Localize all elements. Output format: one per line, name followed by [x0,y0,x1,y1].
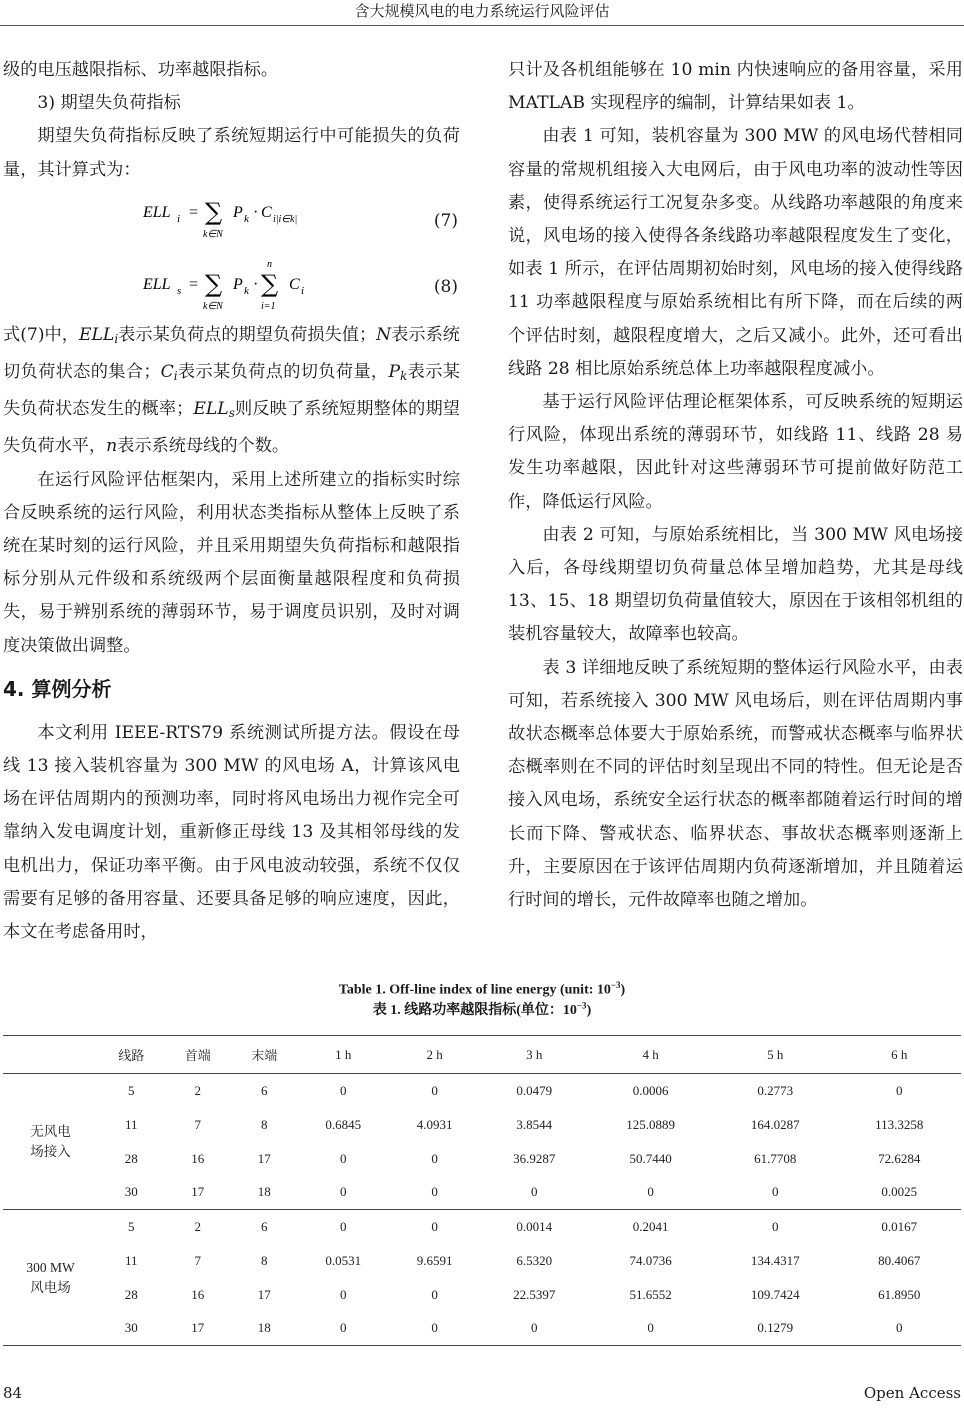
right-paragraph-1: 只计及各机组能够在 10 min 内快速响应的备用容量，采用 MATLAB 实现程序的编制，计算结果如表 1。 [508,60,963,114]
svg-text:k∈N: k∈N [203,228,223,240]
equation-7-graphic [143,187,323,253]
table-header-row [3,1036,961,1074]
table-cell: 2 [194,1082,201,1098]
table-cell: 0 [431,1286,438,1302]
svg-text:i=1: i=1 [261,300,276,312]
table-cell: 0 [339,1184,347,1200]
table-cell: 0.0479 [516,1082,553,1098]
table-cell: 0.2041 [632,1218,669,1234]
svg-text:i: i [301,284,305,297]
table-cell: 8 [261,1116,268,1132]
table-row [3,1244,961,1278]
table-cell: 0 [431,1150,438,1166]
table-cell: 0 [339,1218,347,1234]
table-cell: 0 [431,1184,438,1200]
svg-text:·: · [253,275,259,293]
table-cell: 72.6284 [878,1150,921,1166]
table-cell: 16 [191,1150,205,1166]
table-cell: 0.0025 [881,1184,918,1200]
table-cell: 0 [896,1082,903,1098]
table-cell: 134.4317 [750,1252,800,1268]
svg-text:s: s [177,284,182,297]
table-cell: 4.0931 [416,1116,453,1132]
table-cell: 109.7424 [750,1286,800,1302]
table-cell: 22.5397 [513,1286,556,1302]
table-cell: 17 [191,1320,205,1336]
table-cell: 61.8950 [878,1286,921,1302]
table-cell: 2 [194,1218,201,1234]
table-cell: 5 [128,1082,135,1098]
svg-text:C: C [261,203,272,221]
table-cell: 7 [194,1116,201,1132]
table-cell: 74.0736 [629,1252,672,1268]
table-row [3,1074,961,1108]
section-heading-case-study: 4. 算例分析 [3,676,112,701]
equation-7 [3,187,460,253]
table-header-cell: 首端 [184,1048,211,1063]
table-cell: 17 [191,1184,205,1200]
svg-text:C: C [289,275,300,293]
table-cell: 125.0889 [626,1116,675,1132]
table-caption-chinese: 表 1. 线路功率越限指标(单位：$10^{-3}$) [372,1000,592,1018]
table-cell: 0 [431,1082,438,1098]
svg-text:i|i∈k|: i|i∈k| [273,213,298,225]
svg-text:=: = [189,203,199,221]
header-title: 含大规模风电的电力系统运行风险评估 [354,2,610,20]
table-cell: 30 [124,1184,138,1200]
svg-text:∑: ∑ [205,197,223,226]
table-header-cell: 线路 [118,1048,145,1063]
svg-text:P: P [233,275,243,293]
table-row [3,1108,961,1142]
table-cell: 50.7440 [629,1150,672,1166]
table-cell: 0 [339,1286,347,1302]
table-row [3,1210,961,1244]
table-cell: 0 [771,1184,779,1200]
table-cell: 16 [191,1286,205,1302]
equation-8-graphic [143,253,323,319]
table-cell: 17 [257,1150,271,1166]
table-body [3,1074,961,1346]
right-column [508,54,963,917]
left-column [3,54,460,949]
table-row [3,1142,961,1176]
table-cell: 0.0531 [325,1252,362,1268]
table-cell: 36.9287 [513,1150,556,1166]
table-cell: 5 [128,1218,135,1234]
table-cell: 8 [261,1252,268,1268]
table-cell: 51.6552 [629,1286,672,1302]
right-paragraph-2: 由表 1 可知，装机容量为 300 MW 的风电场代替相同容量的常规机组接入大电网后，由于风电功率的波动性等因素，使得系统运行工况复杂多变。从线路功率越限的角度来说，风电场的接入使得各条线路功率越限程度发生了变化，如表 1 所示，在评估周期初始时刻，风电场的接入使得线路 11 功率越限程度与原始系统相比有所下降，而在后续的两个评估时刻，越限程度增大，之后又减小。此外，还可看出线路 28 相比原始系统总体上功率越限程度减小。 [508,126,963,379]
line-power-limit-table [3,1035,961,1346]
running-header [0,0,964,26]
table-cell: 0 [531,1184,538,1200]
table-cell: 80.4067 [878,1252,921,1268]
equation-8 [3,253,460,319]
table-cell: 3.8544 [516,1116,553,1132]
left-paragraph-1: 级的电压越限指标、功率越限指标。 [3,60,279,80]
table-cell: 6 [261,1082,268,1098]
table-cell: 28 [124,1150,138,1166]
table-cell: 113.3258 [875,1116,924,1132]
table-cell: 28 [124,1286,138,1302]
svg-text:n: n [267,258,272,270]
table-cell: 17 [257,1286,271,1302]
table-cell: 164.0287 [750,1116,800,1132]
right-paragraph-3: 基于运行风险评估理论框架体系，可反映系统的短期运行风险，体现出系统的薄弱环节，如线路 11、线路 28 易发生功率越限，因此针对这些薄弱环节可提前做好防范工作，降低运行风险。 [508,392,963,512]
svg-text:k: k [244,284,249,297]
table-cell: 0 [431,1218,438,1234]
table-row [3,1176,961,1210]
left-paragraph-4: 式(7)中，$ELL_i$表示某负荷点的期望负荷损失值；N表示系统切负荷状态的集合；$C_i$表示某负荷点的切负荷量，$P_k$表示某失负荷状态发生的概率；$ELL_s$则反映了系统短期整体的期望失负荷水平，n表示系统母线的个数。 [3,324,460,457]
table-cell: 0 [771,1218,779,1234]
table-cell: 0.0014 [516,1218,553,1234]
table-cell: 9.6591 [416,1252,453,1268]
table-header-cell: 2 h [426,1046,443,1062]
svg-text:i: i [177,212,181,225]
svg-text:k: k [244,212,249,225]
table-row [3,1278,961,1312]
table-cell: 61.7708 [754,1150,797,1166]
table-cell: 6 [261,1218,268,1234]
table-cell: 0.2773 [757,1082,794,1098]
table-cell: 0.1279 [757,1320,794,1336]
table-header-cell: 5 h [767,1046,784,1062]
table-cell: 0.6845 [325,1116,362,1132]
table-header-cell: 4 h [642,1046,659,1062]
table-cell: 18 [257,1184,271,1200]
svg-text:∑: ∑ [205,269,223,298]
svg-text:ELL: ELL [143,203,171,221]
table-cell: 0.0006 [632,1082,669,1098]
right-paragraph-5: 表 3 详细地反映了系统短期的整体运行风险水平，由表可知，若系统接入 300 MW 风电场后，则在评估周期内事故状态概率总体要大于原始系统，而警戒状态概率与临界状态概率则在不同的评估时刻呈现出不同的特性。但无论是否接入风电场，系统安全运行状态的概率都随着运行时间的增长而下降、警戒状态、临界状态、事故状态概率则逐渐上升，主要原因在于该评估周期内负荷逐渐增加，并且随着运行时间的增长，元件故障率也随之增加。 [508,657,963,911]
table-cell: 0 [339,1150,347,1166]
table-cell: 11 [124,1252,138,1268]
table-header-cell: 6 h [891,1046,908,1062]
table-cell: 6.5320 [516,1252,553,1268]
table-cell: 30 [124,1320,138,1336]
table-cell: 0.0167 [881,1218,918,1234]
table-header-cell: 1 h [335,1046,352,1062]
svg-text:∑: ∑ [261,269,279,298]
table-caption-english: Table 1. Off-line index of line energy (unit: $10^{-3}$) [338,980,626,998]
left-paragraph-5: 在运行风险评估框架内，采用上述所建立的指标实时综合反映系统的运行风险，利用状态类指标从整体上反映了系统在某时刻的运行风险，并且采用期望失负荷指标和越限指标分别从元件级和系统级两个层面衡量越限程度和负荷损失，易于辨别系统的薄弱环节，易于调度员识别，及时对调度决策做出调整。 [3,469,460,656]
table-cell: 11 [124,1116,138,1132]
subheading-expected-load-loss: 3) 期望失负荷指标 [37,93,181,114]
page-number: 84 [3,1384,23,1402]
table-cell: 0 [339,1320,347,1336]
table-header-cell: 末端 [251,1048,278,1063]
table-header-cell: 3 h [526,1046,543,1062]
left-paragraph-3: 期望失负荷指标反映了系统短期运行中可能损失的负荷量，其计算式为： [3,126,460,180]
table-cell: 18 [257,1320,271,1336]
equation-7-number: (7) [433,210,458,231]
table-cell: 7 [194,1252,201,1268]
svg-text:k∈N: k∈N [203,300,223,312]
svg-text:P: P [233,203,243,221]
equation-8-number: (8) [433,276,458,297]
table-cell: 0 [896,1320,903,1336]
table-cell: 0 [647,1184,654,1200]
right-paragraph-4: 由表 2 可知，与原始系统相比，当 300 MW 风电场接入后，各母线期望切负荷量总体呈增加趋势，尤其是母线 13、15、18 期望切负荷量值较大，原因在于该相邻机组的装机容量较大，故障率也较高。 [508,524,963,645]
table-cell: 0 [531,1320,538,1336]
publisher-label: Open Access [863,1384,961,1402]
table-header-group [3,1036,98,1074]
table-cell: 0 [431,1320,438,1336]
left-paragraph-6: 本文利用 IEEE-RTS79 系统测试所提方法。假设在母线 13 接入装机容量为 300 MW 的风电场 A，计算该风电场在评估周期内的预测功率，同时将风电场出力视作完全可靠纳入发电调度计划，重新修正母线 13 及其相邻母线的发电机出力，保证功率平衡。由于风电波动较强，系统不仅仅需要有足够的备用容量、还要具备足够的响应速度，因此，本文在考虑备用时， [3,722,460,943]
table-cell: 0 [339,1082,347,1098]
table-cell: 0 [647,1320,654,1336]
svg-text:·: · [253,203,259,221]
table-group-label: 无风电 场接入 [30,1123,71,1159]
table-group-label: 300 MW 风电场 [26,1259,75,1295]
svg-text:ELL: ELL [143,275,171,293]
table-row [3,1312,961,1346]
svg-text:=: = [189,275,199,293]
